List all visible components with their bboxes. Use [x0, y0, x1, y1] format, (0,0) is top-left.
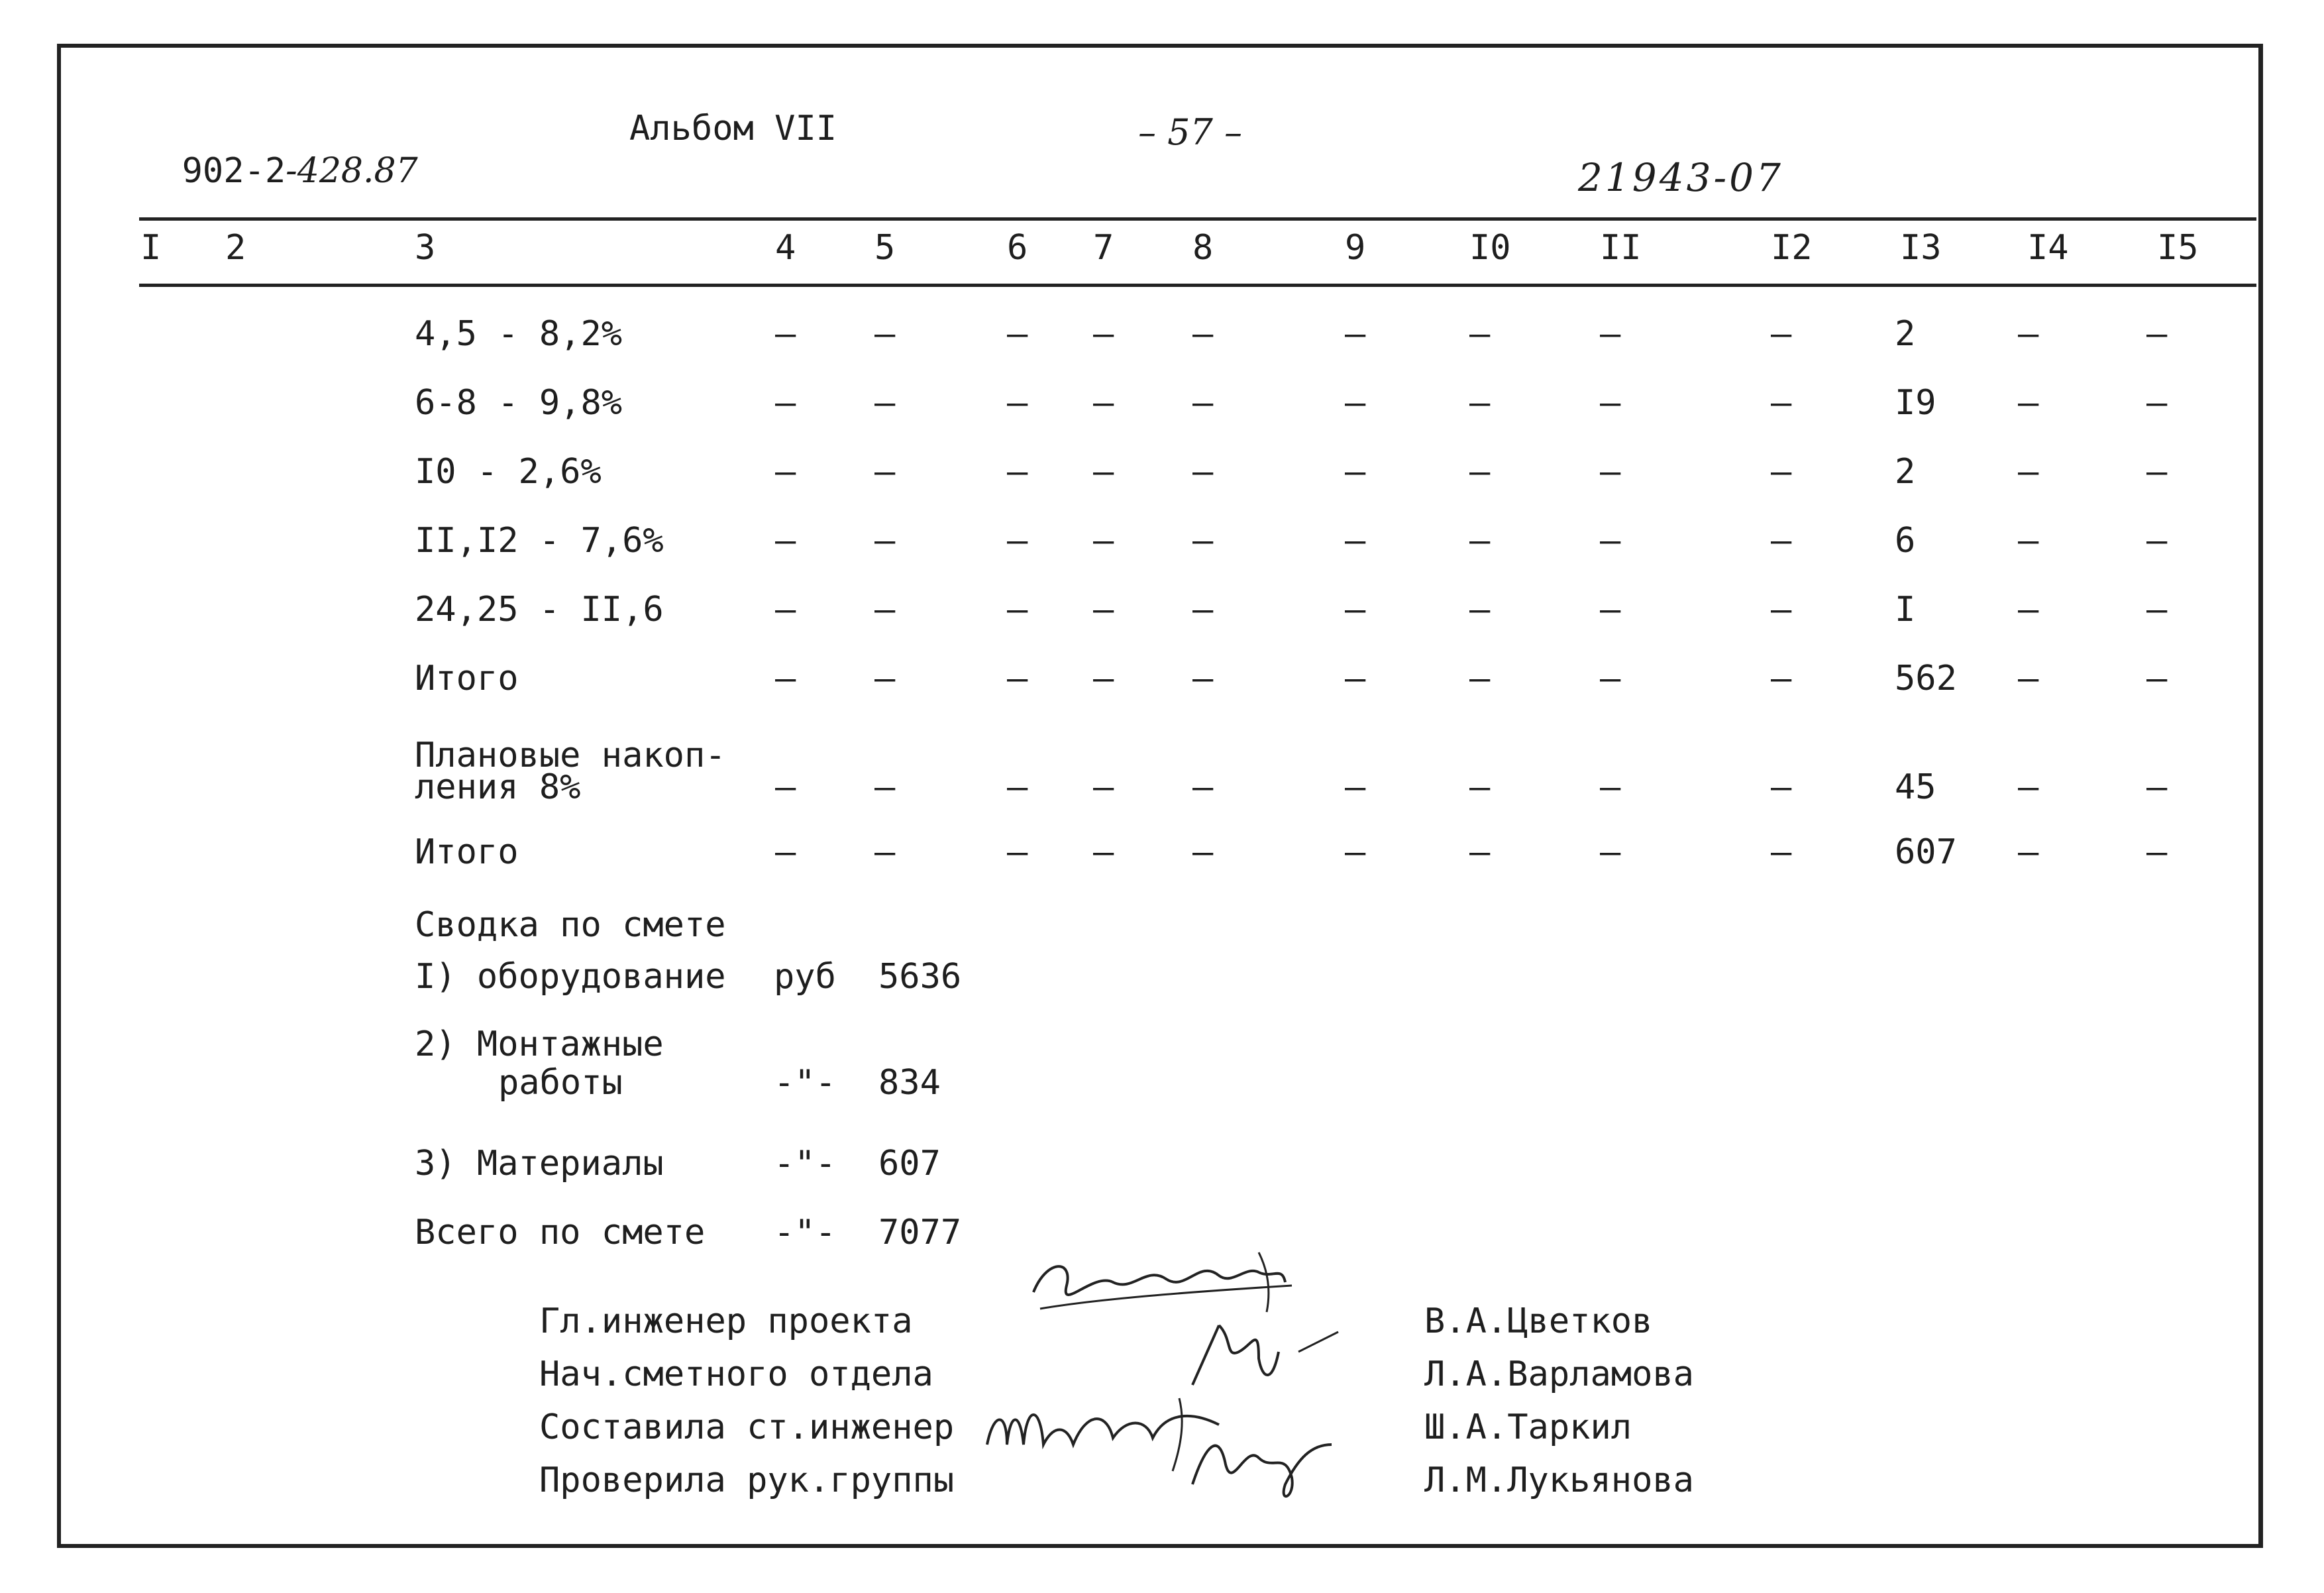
- signatory-name: Л.М.Лукьянова: [1424, 1460, 1694, 1500]
- dash-cell: –: [874, 452, 896, 492]
- dash-cell: –: [775, 521, 796, 561]
- dash-cell: –: [2146, 383, 2168, 423]
- column-header-4: 4: [775, 228, 796, 268]
- dash-cell: –: [1192, 767, 1214, 807]
- dash-cell: –: [1345, 452, 1366, 492]
- dash-cell: –: [1771, 659, 1792, 698]
- dash-cell: –: [1192, 832, 1214, 872]
- dash-cell: –: [1600, 314, 1621, 354]
- dash-cell: –: [1771, 383, 1792, 423]
- dash-cell: –: [775, 383, 796, 423]
- column-header-10: I0: [1469, 228, 1511, 268]
- summary-label: 3) Материалы: [415, 1144, 664, 1183]
- summary-label-line1: 2) Монтажные: [415, 1024, 664, 1064]
- summary-value: 834: [878, 1063, 941, 1103]
- summary-unit: -"-: [774, 1063, 836, 1103]
- summary-value: 7077: [878, 1213, 962, 1252]
- dash-cell: –: [1192, 659, 1214, 698]
- value-col13: I9: [1895, 383, 1936, 423]
- dash-cell: –: [1093, 832, 1114, 872]
- dash-cell: –: [1469, 314, 1491, 354]
- row-label: Итого: [415, 659, 519, 698]
- dash-cell: –: [775, 659, 796, 698]
- dash-cell: –: [1093, 314, 1114, 354]
- dash-cell: –: [1007, 832, 1028, 872]
- column-header-3: 3: [415, 228, 436, 268]
- dash-cell: –: [1192, 383, 1214, 423]
- dash-cell: –: [874, 767, 896, 807]
- header-rule-bottom: [139, 284, 2256, 287]
- dash-cell: –: [874, 314, 896, 354]
- dash-cell: –: [1600, 832, 1621, 872]
- dash-cell: –: [775, 767, 796, 807]
- signatory-name: Ш.А.Таркил: [1424, 1407, 1632, 1447]
- row-label: 4,5 - 8,2%: [415, 314, 623, 354]
- value-col13: 2: [1895, 452, 1916, 492]
- summary-unit: руб: [774, 957, 836, 997]
- dash-cell: –: [1093, 659, 1114, 698]
- dash-cell: –: [1771, 767, 1792, 807]
- dash-cell: –: [2146, 832, 2168, 872]
- dash-cell: –: [1007, 521, 1028, 561]
- signatory-role: Составила ст.инженер: [539, 1407, 955, 1447]
- summary-unit: -"-: [774, 1144, 836, 1183]
- dash-cell: –: [1192, 452, 1214, 492]
- dash-cell: –: [1469, 659, 1491, 698]
- signatory-role: Гл.инженер проекта: [539, 1301, 913, 1341]
- dash-cell: –: [1771, 590, 1792, 630]
- signatory-role: Нач.сметного отдела: [539, 1354, 933, 1394]
- value-col13: 2: [1895, 314, 1916, 354]
- column-header-6: 6: [1007, 228, 1028, 268]
- summary-value: 607: [878, 1144, 941, 1183]
- header-rule-top: [139, 217, 2256, 221]
- dash-cell: –: [1771, 452, 1792, 492]
- signatory-role: Проверила рук.группы: [539, 1460, 955, 1500]
- dash-cell: –: [2018, 832, 2039, 872]
- dash-cell: –: [2146, 452, 2168, 492]
- dash-cell: –: [1771, 832, 1792, 872]
- column-header-9: 9: [1345, 228, 1366, 268]
- dash-cell: –: [1469, 521, 1491, 561]
- dash-cell: –: [1007, 314, 1028, 354]
- value-col13: 6: [1895, 521, 1916, 561]
- row-label-line2: ления 8%: [415, 767, 581, 807]
- summary-label: Всего по смете: [415, 1213, 706, 1252]
- dash-cell: –: [2018, 590, 2039, 630]
- column-header-14: I4: [2027, 228, 2069, 268]
- dash-cell: –: [2146, 521, 2168, 561]
- dash-cell: –: [1007, 659, 1028, 698]
- dash-cell: –: [1469, 832, 1491, 872]
- summary-unit: -"-: [774, 1213, 836, 1252]
- row-label: 6-8 - 9,8%: [415, 383, 623, 423]
- value-col13: 607: [1895, 832, 1957, 872]
- dash-cell: –: [2146, 314, 2168, 354]
- dash-cell: –: [1007, 452, 1028, 492]
- dash-cell: –: [1192, 314, 1214, 354]
- dash-cell: –: [2146, 659, 2168, 698]
- value-col13: 562: [1895, 659, 1957, 698]
- signatory-name: В.А.Цветков: [1424, 1301, 1653, 1341]
- dash-cell: –: [874, 590, 896, 630]
- column-header-8: 8: [1192, 228, 1214, 268]
- dash-cell: –: [1093, 452, 1114, 492]
- dash-cell: –: [2146, 767, 2168, 807]
- dash-cell: –: [2018, 383, 2039, 423]
- dash-cell: –: [2146, 590, 2168, 630]
- stamp-number: 21943-07: [1578, 155, 1783, 200]
- column-header-15: I5: [2157, 228, 2199, 268]
- dash-cell: –: [775, 590, 796, 630]
- dash-cell: –: [1345, 832, 1366, 872]
- album-label: Альбом VII: [629, 109, 837, 148]
- dash-cell: –: [775, 452, 796, 492]
- value-col13: I: [1895, 590, 1916, 630]
- dash-cell: –: [2018, 659, 2039, 698]
- dash-cell: –: [1469, 590, 1491, 630]
- dash-cell: –: [1007, 383, 1028, 423]
- dash-cell: –: [1600, 521, 1621, 561]
- dash-cell: –: [1469, 383, 1491, 423]
- dash-cell: –: [1345, 659, 1366, 698]
- summary-value: 5636: [878, 957, 962, 997]
- value-col13: 45: [1895, 767, 1936, 807]
- dash-cell: –: [874, 832, 896, 872]
- signature-lukyanova-graphic: [1179, 1405, 1351, 1511]
- dash-cell: –: [1600, 452, 1621, 492]
- dash-cell: –: [1345, 314, 1366, 354]
- dash-cell: –: [874, 521, 896, 561]
- dash-cell: –: [2018, 767, 2039, 807]
- column-header-2: 2: [225, 228, 246, 268]
- row-label-line1: Плановые накоп-: [415, 736, 726, 775]
- page-number: – 57 –: [1138, 111, 1243, 153]
- dash-cell: –: [2018, 521, 2039, 561]
- column-header-5: 5: [874, 228, 896, 268]
- dash-cell: –: [1600, 767, 1621, 807]
- dash-cell: –: [1469, 767, 1491, 807]
- dash-cell: –: [1600, 590, 1621, 630]
- dash-cell: –: [874, 383, 896, 423]
- column-header-1: I: [140, 228, 162, 268]
- signatory-name: Л.А.Варламова: [1424, 1354, 1694, 1394]
- column-header-12: I2: [1771, 228, 1813, 268]
- dash-cell: –: [1771, 521, 1792, 561]
- dash-cell: –: [1771, 314, 1792, 354]
- dash-cell: –: [2018, 314, 2039, 354]
- row-label: II,I2 - 7,6%: [415, 521, 664, 561]
- row-label: 24,25 - II,6: [415, 590, 664, 630]
- summary-label: I) оборудование: [415, 957, 726, 997]
- column-header-13: I3: [1900, 228, 1942, 268]
- dash-cell: –: [775, 314, 796, 354]
- dash-cell: –: [1192, 521, 1214, 561]
- summary-label-line2: работы: [498, 1063, 623, 1103]
- dash-cell: –: [1093, 590, 1114, 630]
- dash-cell: –: [1093, 521, 1114, 561]
- dash-cell: –: [1093, 767, 1114, 807]
- dash-cell: –: [1345, 767, 1366, 807]
- dash-cell: –: [1345, 383, 1366, 423]
- doc-code-handwritten: -428.87: [286, 151, 418, 191]
- dash-cell: –: [1192, 590, 1214, 630]
- dash-cell: –: [874, 659, 896, 698]
- dash-cell: –: [1007, 590, 1028, 630]
- dash-cell: –: [775, 832, 796, 872]
- dash-cell: –: [1007, 767, 1028, 807]
- dash-cell: –: [1345, 521, 1366, 561]
- dash-cell: –: [1600, 383, 1621, 423]
- dash-cell: –: [2018, 452, 2039, 492]
- row-label: I0 - 2,6%: [415, 452, 602, 492]
- summary-title: Сводка по смете: [415, 905, 726, 945]
- column-header-11: II: [1600, 228, 1642, 268]
- column-header-7: 7: [1093, 228, 1114, 268]
- dash-cell: –: [1093, 383, 1114, 423]
- doc-code: [140, 111, 418, 191]
- row-label: Итого: [415, 832, 519, 872]
- dash-cell: –: [1600, 659, 1621, 698]
- dash-cell: –: [1345, 590, 1366, 630]
- dash-cell: –: [1469, 452, 1491, 492]
- doc-code-printed: 902-2: [182, 151, 286, 191]
